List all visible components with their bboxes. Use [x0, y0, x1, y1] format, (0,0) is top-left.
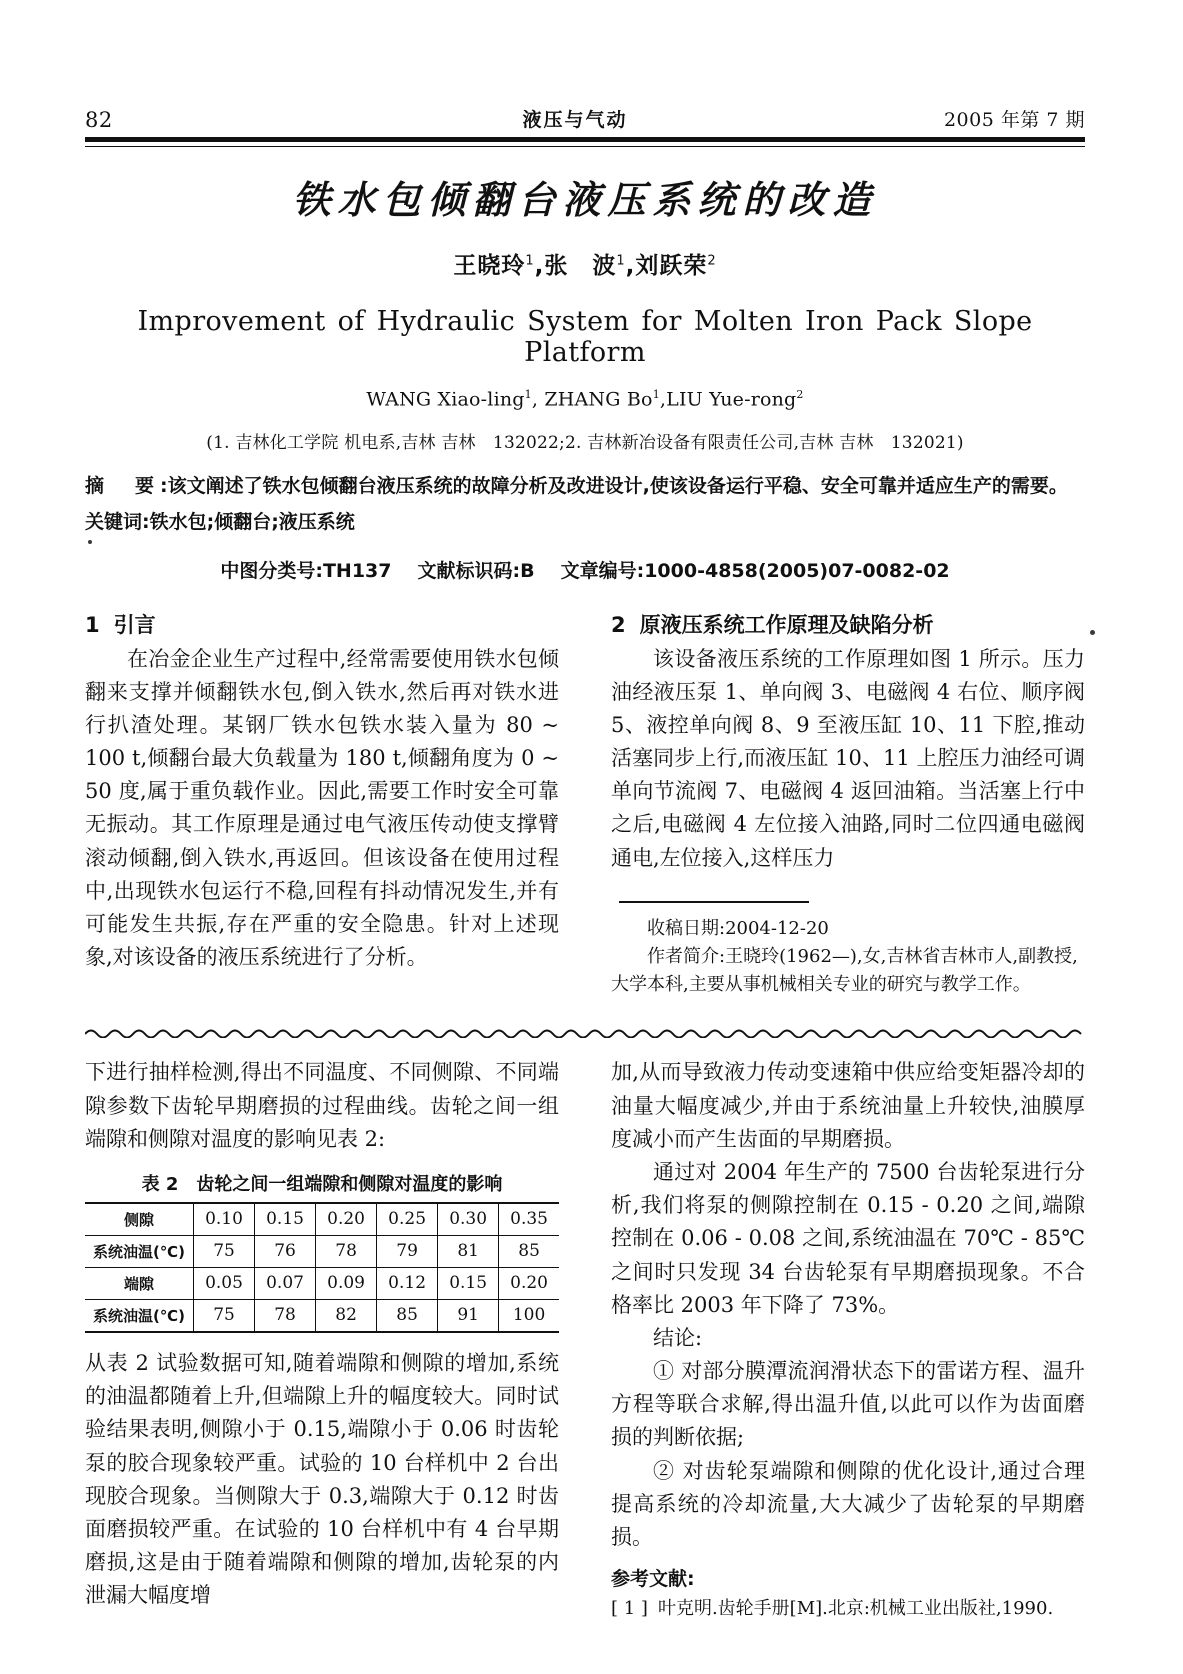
page-number: 82: [85, 108, 113, 132]
section-2-title: 原液压系统工作原理及缺陷分析: [639, 612, 934, 637]
keywords-block: [85, 507, 1085, 534]
table-caption-text: 齿轮之间一组端隙和侧隙对温度的影响: [196, 1173, 503, 1195]
clc-line: [85, 556, 1085, 583]
abstract-block: [85, 471, 1085, 502]
table-cell: 82: [316, 1299, 377, 1332]
footnote-rule: [619, 901, 809, 903]
journal-name: 液压与气动: [522, 109, 628, 131]
page-speck: [1090, 630, 1095, 635]
table-cell: 100: [499, 1299, 559, 1332]
lower-left-paragraph-2: 从表 2 试验数据可知,随着端隙和侧隙的增加,系统的油温都随着上升,但端隙上升的幅度较大。同时试验结果表明,侧隙小于 0.15,端隙小于 0.06 时齿轮泵的胶合现象较严重。试验的 10 台样机中 2 台出现胶合现象。当侧隙大于 0.3,端隙大于 0.12 时齿面磨损较严重。在试验的 10 台样机中有 4 台早期磨损,这是由于随着端隙和侧隙的增加,齿轮泵的内泄漏大幅度增: [85, 1350, 560, 1608]
received-date: [611, 915, 1085, 943]
table-caption: [85, 1170, 559, 1196]
lower-columns: [85, 1056, 1085, 1622]
section-heading-2: [611, 609, 1085, 639]
conclusion-label: 结论:: [653, 1325, 703, 1350]
section-1-title: 引言: [113, 612, 156, 637]
lower-column-right: [611, 1056, 1085, 1622]
keywords-label: 关键词: [85, 510, 143, 533]
clc-value: :TH137: [315, 559, 392, 582]
table-cell: 0.20: [499, 1267, 559, 1299]
table-row: [85, 1235, 559, 1267]
section-1-paragraph: 在冶金企业生产过程中,经常需要使用铁水包倾翻来支撑并倾翻铁水包,倒入铁水,然后再对铁水进行扒渣处理。某钢厂铁水包铁水装入量为 80 ~ 100 t,倾翻台最大负载量为 180 t,倾翻角度为 0 ~ 50 度,属于重负载作业。因此,需要工作时安全可靠无振动。其工作原理是通过电气液压传动使支撑臂滚动倾翻,倒入铁水,再返回。但该设备在使用过程中,出现铁水包运行不稳,回程有抖动情况发生,并有可能发生共振,存在严重的安全隐患。针对上述现象,对该设备的液压系统进行了分析。: [85, 646, 559, 970]
conclusion-item-1: ① 对部分膜潭流润滑状态下的雷诺方程、温升方程等联合求解,得出温升值,以此可以作为齿面磨损的判断依据;: [611, 1359, 1085, 1450]
reference-text: 叶克明.齿轮手册[M].北京:机械工业出版社,1990.: [657, 1598, 1054, 1620]
authors-en: [85, 388, 1085, 410]
table-cell: 75: [194, 1235, 255, 1267]
table-cell: 79: [377, 1235, 438, 1267]
author-en-3-sup: 2: [796, 387, 804, 401]
author-affiliation: (1. 吉林化工学院 机电系,吉林 吉林 132022;2. 吉林新冶设备有限责任公司,吉林 吉林 132021): [206, 432, 964, 453]
author-en-1-sup: 1: [524, 387, 532, 401]
section-2-paragraph: 该设备液压系统的工作原理如图 1 所示。压力油经液压泵 1、单向阀 3、电磁阀 4 右位、顺序阀 5、液控单向阀 8、9 至液压缸 10、11 下腔,推动活塞同步上行,而液压缸 10、11 上腔压力油经可调单向节流阀 7、电磁阀 4 返回油箱。当活塞上行中之后,电磁阀 4 左位接入油路,同时二位四通电磁阀通电,左位接入,这样压力: [611, 646, 1085, 870]
author-cn-2: ,张 波: [534, 252, 617, 279]
keywords-text: :铁水包;倾翻台;液压系统: [142, 510, 355, 533]
author-bio-line-2: 大学本科,主要从事机械相关专业的研究与教学工作。: [611, 973, 1031, 995]
row-label: 系统油温(℃): [85, 1235, 194, 1267]
author-cn-1: 王晓玲: [453, 252, 526, 279]
row-label: 侧隙: [85, 1203, 194, 1236]
table-cell: 0.09: [316, 1267, 377, 1299]
document-code-value: :B: [512, 559, 535, 582]
table-cell: 0.20: [316, 1203, 377, 1236]
table-cell: 75: [194, 1299, 255, 1332]
lower-column-left: [85, 1056, 559, 1622]
author-en-2-sup: 1: [652, 387, 660, 401]
table-row: [85, 1267, 559, 1299]
upper-column-left: [85, 609, 559, 999]
table-cell: 0.15: [255, 1203, 316, 1236]
footnote-block: [611, 915, 1085, 999]
clc-label: 中图分类号: [220, 559, 316, 582]
article-title-cn: 铁水包倾翻台液压系统的改造: [292, 178, 878, 222]
author-cn-1-sup: 1: [525, 252, 535, 268]
page-content: [85, 105, 1085, 1622]
conclusion-item-2: ② 对齿轮泵端隙和侧隙的优化设计,通过合理提高系统的冷却流量,大大减少了齿轮泵的早期磨损。: [611, 1458, 1085, 1549]
table-cell: 85: [499, 1235, 559, 1267]
table-cell: 78: [316, 1235, 377, 1267]
received-date-label: 收稿日期: [647, 917, 719, 939]
section-2-number: 2: [611, 612, 626, 637]
article-title-en: Improvement of Hydraulic System for Molten Iron Pack Slope Platform: [137, 305, 1033, 368]
wavy-divider: [85, 1024, 1085, 1038]
author-en-3: ,LIU Yue-rong: [659, 387, 797, 410]
article-id-label: 文章编号: [560, 559, 637, 582]
gear-clearance-table: [85, 1202, 559, 1333]
author-cn-3-sup: 2: [707, 252, 717, 268]
abstract-label: 摘 要: [85, 474, 161, 497]
author-en-1: WANG Xiao-ling: [366, 387, 525, 410]
header-rule: [85, 137, 1085, 147]
table-cell: 0.10: [194, 1203, 255, 1236]
author-cn-3: ,刘跃荣: [625, 252, 708, 279]
abstract-text: :该文阐述了铁水包倾翻台液压系统的故障分析及改进设计,使该设备运行平稳、安全可靠并适应生产的需要。: [160, 474, 1068, 497]
lower-left-paragraph-1: 下进行抽样检测,得出不同温度、不同侧隙、不同端隙参数下齿轮早期磨损的过程曲线。齿轮之间一组端隙和侧隙对温度的影响见表 2:: [85, 1060, 559, 1151]
row-label: 系统油温(℃): [85, 1299, 194, 1332]
table-cell: 0.12: [377, 1267, 438, 1299]
upper-column-right: [611, 609, 1085, 999]
document-code-label: 文献标识码: [417, 559, 513, 582]
authors-cn: [85, 247, 1085, 280]
table-caption-number: 表 2: [141, 1173, 179, 1195]
author-en-2: , ZHANG Bo: [531, 387, 653, 410]
reference-number: [ 1 ]: [611, 1598, 648, 1620]
section-heading-1: [85, 609, 559, 639]
lower-right-paragraph-2: 通过对 2004 年生产的 7500 台齿轮泵进行分析,我们将泵的侧隙控制在 0.15 - 0.20 之间,端隙控制在 0.06 - 0.08 之间,系统油温在 70℃ - 85℃之间时只发现 34 台齿轮泵有早期磨损现象。不合格率比 2003 年下降了 73%。: [611, 1159, 1085, 1317]
author-bio-line-1: 作者简介:王晓玲(1962—),女,吉林省吉林市人,副教授,: [647, 945, 1078, 967]
table-body: [85, 1203, 559, 1332]
lower-right-paragraph-1: 加,从而导致液力传动变速箱中供应给变矩器冷却的油量大幅度减少,并由于系统油量上升较快,油膜厚度减小而产生齿面的早期磨损。: [611, 1060, 1085, 1151]
issue-info: 2005 年第 7 期: [943, 109, 1085, 131]
section-1-number: 1: [85, 612, 100, 637]
received-date-value: :2004-12-20: [719, 917, 829, 939]
table-row: [85, 1299, 559, 1332]
table-cell: 0.30: [438, 1203, 499, 1236]
table-cell: 78: [255, 1299, 316, 1332]
table-cell: 91: [438, 1299, 499, 1332]
wavy-divider-graphic: [85, 1025, 1085, 1038]
upper-columns: [85, 609, 1085, 999]
table-row: [85, 1203, 559, 1236]
table-cell: 76: [255, 1235, 316, 1267]
row-label: 端隙: [85, 1267, 194, 1299]
table-cell: 0.05: [194, 1267, 255, 1299]
table-cell: 81: [438, 1235, 499, 1267]
reference-item: [611, 1595, 1085, 1622]
table-cell: 85: [377, 1299, 438, 1332]
table-cell: 0.15: [438, 1267, 499, 1299]
table-cell: 0.07: [255, 1267, 316, 1299]
running-head: [85, 105, 1085, 132]
author-cn-2-sup: 1: [616, 252, 626, 268]
table-cell: 0.35: [499, 1203, 559, 1236]
article-id-value: :1000-4858(2005)07-0082-02: [636, 559, 950, 582]
references-heading: 参考文献:: [611, 1568, 695, 1591]
table-cell: 0.25: [377, 1203, 438, 1236]
